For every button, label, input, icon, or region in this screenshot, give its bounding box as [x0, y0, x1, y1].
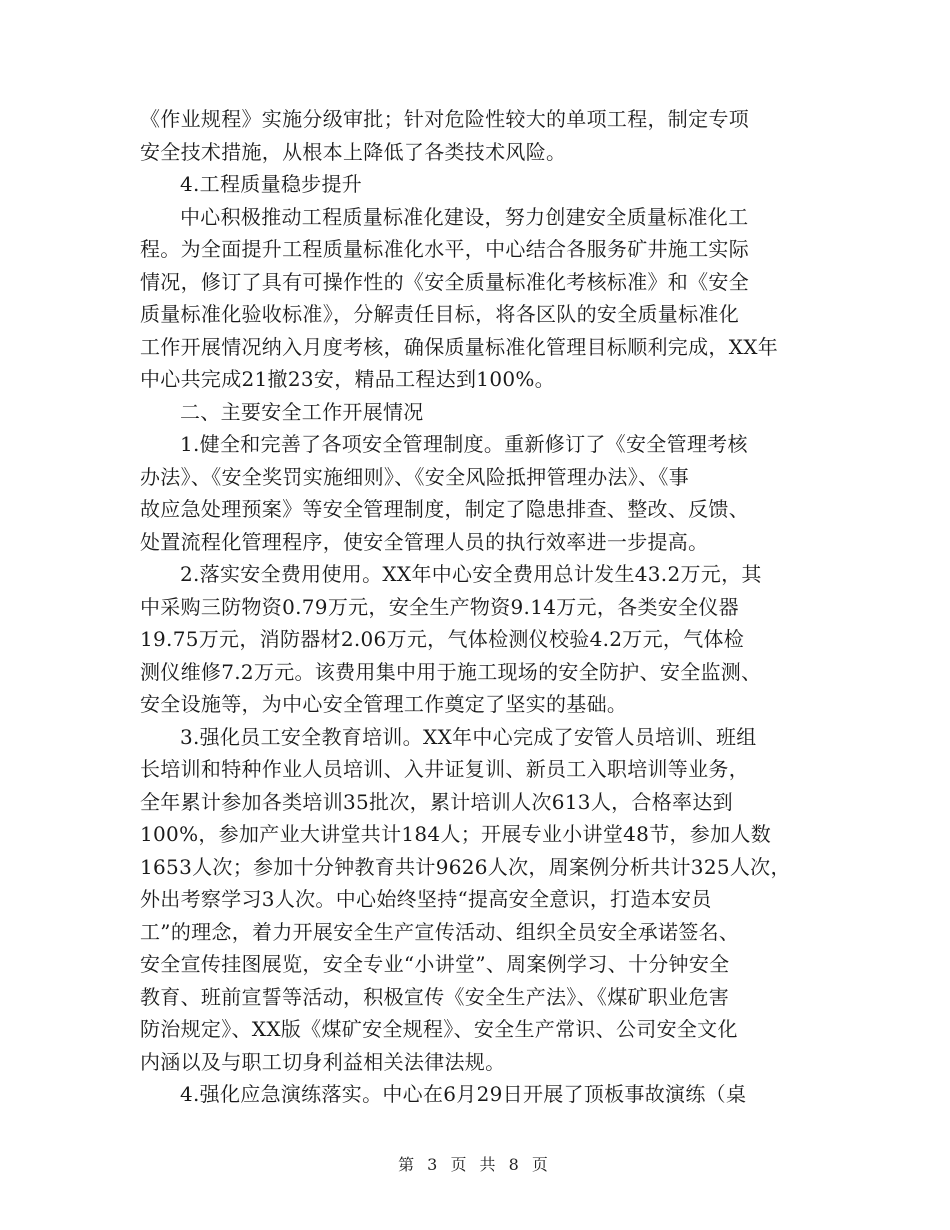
text-line: 内涵以及与职工切身利益相关法律法规。 [140, 1049, 506, 1074]
text-line: 1.健全和完善了各项安全管理制度。重新修订了《安全管理考核 [180, 432, 748, 456]
text-line: 质量标准化验收标准》，分解责任目标，将各区队的安全质量标准化 [140, 302, 739, 326]
document-body [140, 103, 820, 1111]
text-line: 中心共完成21撤23安，精品工程达到100%。 [140, 367, 555, 391]
text-line: 处置流程化管理程序，使安全管理人员的执行效率进一步提高。 [140, 529, 709, 554]
text-line: 故应急处理预案》等安全管理制度，制定了隐患排查、整改、反馈、 [140, 497, 749, 521]
text-line: 中心积极推动工程质量标准化建设，努力创建安全质量标准化工 [180, 204, 749, 229]
text-line: 1653人次；参加十分钟教育共计9626人次，周案例分析共计325人次， [140, 854, 791, 879]
text-line: 安全技术措施，从根本上降低了各类技术风险。 [140, 139, 567, 164]
text-line: 外出考察学习3人次。中心始终坚持“提高安全意识，打造本安员 [140, 887, 712, 911]
text-line: 安全宣传挂图展览，安全专业“小讲堂”、周案例学习、十分钟安全 [140, 952, 730, 976]
text-line: 程。为全面提升工程质量标准化水平，中心结合各服务矿井施工实际 [140, 237, 749, 261]
text-line: 工”的理念，着力开展安全生产宣传活动、组织全员安全承诺签名、 [140, 919, 740, 944]
text-line: 4.工程质量稳步提升 [180, 172, 363, 196]
page-footer: 第 3 页 共 8 页 [398, 1155, 552, 1174]
text-line: 中采购三防物资0.79万元，安全生产物资9.14万元，各类安全仪器 [140, 594, 739, 619]
text-line: 测仪维修7.2万元。该费用集中用于施工现场的安全防护、安全监测、 [140, 659, 762, 684]
text-line: 办法》、《安全奖罚实施细则》、《安全风险抵押管理办法》、《事 [140, 464, 689, 489]
text-line: 4.强化应急演练落实。中心在6月29日开展了顶板事故演练（桌 [180, 1082, 747, 1106]
text-line: 100%，参加产业大讲堂共计184人；开展专业小讲堂48节，参加人数 [140, 822, 771, 846]
text-line: 《作业规程》实施分级审批；针对危险性较大的单项工程，制定专项 [140, 107, 749, 131]
text-line: 2.落实安全费用使用。XX年中心安全费用总计发生43.2万元，其 [180, 562, 762, 586]
text-line: 二、主要安全工作开展情况 [180, 399, 424, 424]
text-line: 全年累计参加各类培训35批次，累计培训人次613人，合格率达到 [140, 789, 733, 814]
text-line: 情况，修订了具有可操作性的《安全质量标准化考核标准》和《安全 [140, 269, 749, 294]
text-line: 安全设施等，为中心安全管理工作奠定了坚实的基础。 [140, 692, 628, 716]
text-line: 工作开展情况纳入月度考核，确保质量标准化管理目标顺利完成，XX年 [140, 334, 779, 359]
text-line: 防治规定》、XX版《煤矿安全规程》、安全生产常识、公司安全文化 [140, 1017, 738, 1041]
text-line: 19.75万元，消防器材2.06万元，气体检测仪校验4.2万元，气体检 [140, 627, 745, 651]
text-line: 3.强化员工安全教育培训。XX年中心完成了安管人员培训、班组 [180, 724, 757, 749]
text-line: 教育、班前宣誓等活动，积极宣传《安全生产法》、《煤矿职业危害 [140, 984, 729, 1009]
text-line: 长培训和特种作业人员培训、入井证复训、新员工入职培训等业务， [140, 757, 749, 781]
